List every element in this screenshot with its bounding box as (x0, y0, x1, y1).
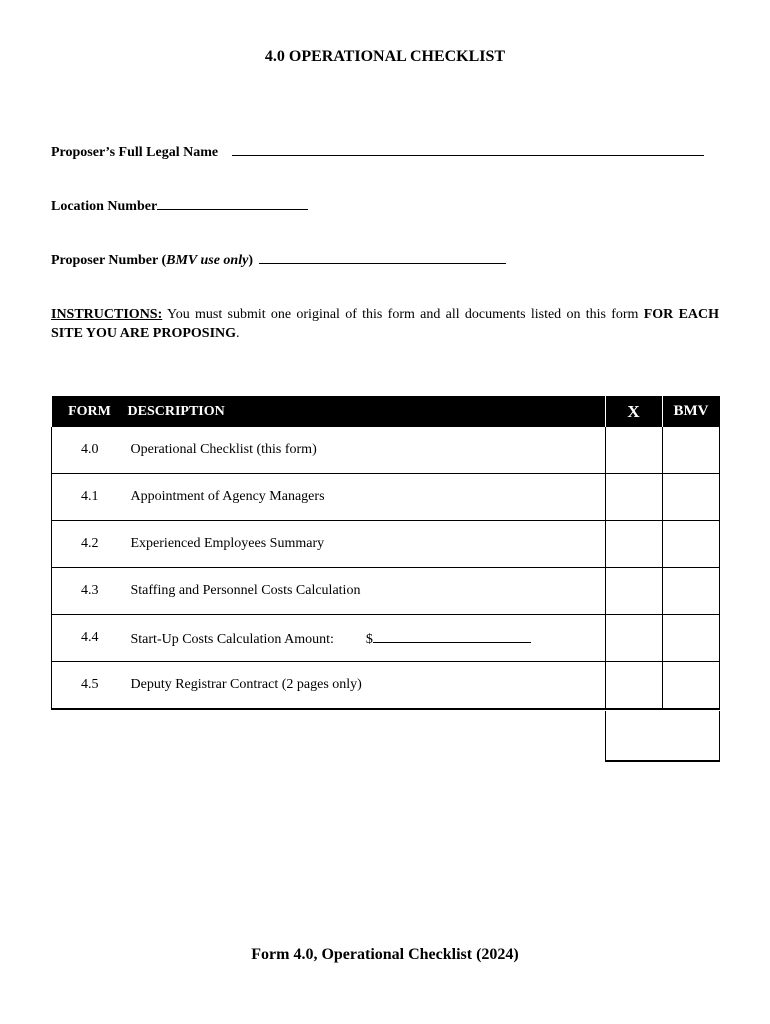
form-description: Start-Up Costs Calculation Amount: (130, 631, 334, 647)
instructions (51, 305, 719, 343)
x-check-box[interactable] (605, 521, 662, 568)
bmv-check-box[interactable] (662, 615, 720, 662)
header-form: FORM (52, 396, 128, 427)
page-title: 4.0 OPERATIONAL CHECKLIST (264, 48, 506, 65)
checklist-table (51, 396, 720, 710)
proposer-name-label: Proposer’s Full Legal Name (51, 145, 219, 160)
header-description: DESCRIPTION (128, 396, 606, 427)
form-description: Experienced Employees Summary (128, 521, 606, 568)
form-number: 4.2 (52, 521, 128, 568)
form-number: 4.3 (52, 568, 128, 615)
form-number: 4.4 (52, 615, 128, 662)
bmv-check-box[interactable] (662, 662, 720, 710)
bmv-check-box[interactable] (662, 474, 720, 521)
bmv-check-box[interactable] (662, 427, 720, 474)
location-number-field (51, 196, 308, 215)
form-number: 4.0 (52, 427, 128, 474)
table-row (52, 521, 720, 568)
form-description: Operational Checklist (this form) (128, 427, 606, 474)
instructions-label: INSTRUCTIONS: (51, 307, 163, 322)
form-description: Deputy Registrar Contract (2 pages only) (128, 662, 606, 710)
form-description: Staffing and Personnel Costs Calculation (128, 568, 606, 615)
header-bmv: BMV (662, 396, 720, 427)
proposer-number-close: ) (248, 253, 253, 268)
location-number-label: Location Number (51, 199, 158, 214)
table-row (52, 568, 720, 615)
bmv-check-box[interactable] (662, 521, 720, 568)
instructions-text: You must submit one original of this form and all documents listed on this form (162, 307, 644, 322)
proposer-number-blank[interactable] (259, 250, 506, 264)
proposer-name-blank[interactable] (232, 142, 704, 156)
footer-title: Form 4.0, Operational Checklist (2024) (251, 946, 519, 963)
table-row (52, 474, 720, 521)
proposer-number-note: BMV use only (166, 253, 249, 268)
x-check-box[interactable] (605, 662, 662, 710)
table-row (52, 615, 720, 662)
table-row (52, 427, 720, 474)
proposer-number-field (51, 250, 506, 269)
table-header-row (52, 396, 720, 427)
amount-dollar-sign: $ (365, 631, 373, 647)
x-check-box[interactable] (605, 474, 662, 521)
form-number: 4.1 (52, 474, 128, 521)
x-check-box[interactable] (605, 615, 662, 662)
form-number: 4.5 (52, 662, 128, 710)
instructions-emphasis: FOR EACH SITE YOU ARE PROPOSING (51, 307, 720, 341)
header-x: X (605, 396, 662, 427)
instructions-end: . (236, 326, 240, 341)
table-row (52, 662, 720, 710)
location-number-blank[interactable] (157, 196, 308, 210)
form-description-amount (128, 615, 606, 662)
amount-blank[interactable] (373, 629, 531, 643)
bmv-check-box[interactable] (662, 568, 720, 615)
form-description: Appointment of Agency Managers (128, 474, 606, 521)
x-check-box[interactable] (605, 427, 662, 474)
total-box[interactable] (605, 711, 720, 762)
proposer-number-label: Proposer Number ( (51, 253, 167, 268)
proposer-name-field (51, 142, 704, 161)
x-check-box[interactable] (605, 568, 662, 615)
